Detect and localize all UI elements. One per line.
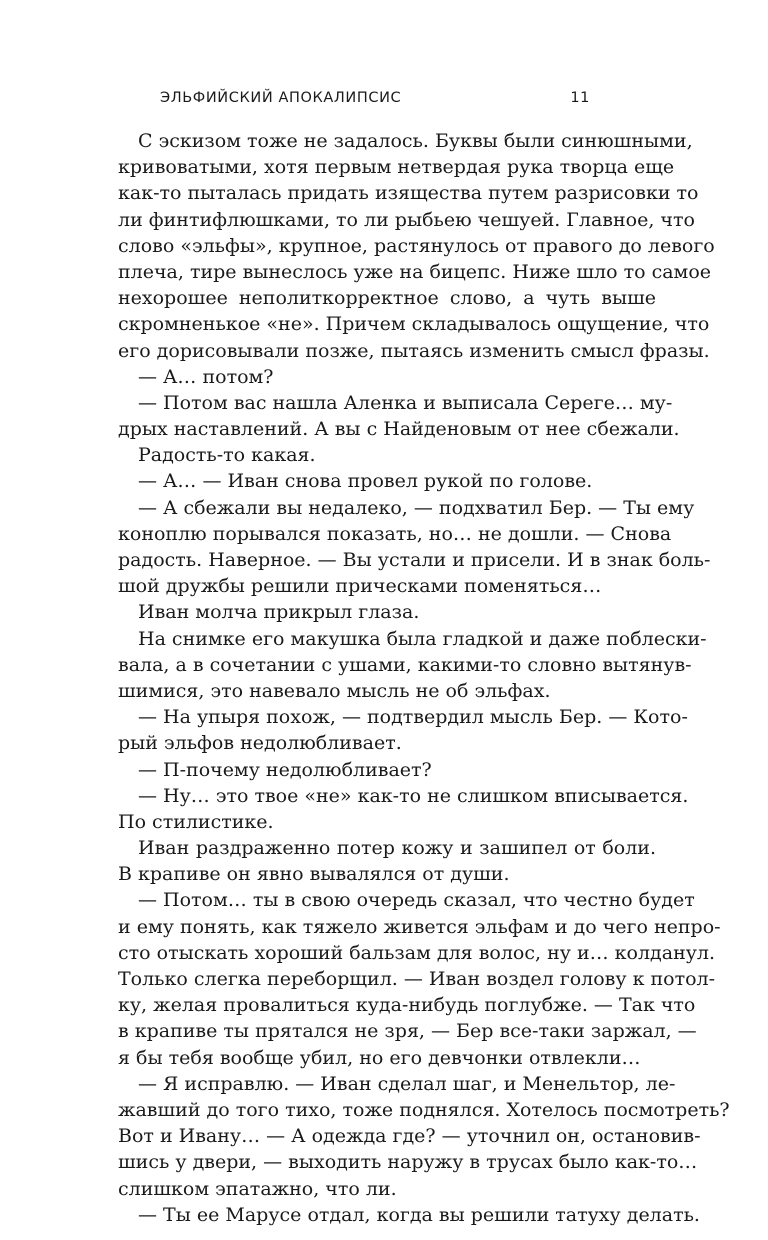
text-line: вала, а в сочетании с ушами, какими-то словно вытянув- xyxy=(118,653,692,676)
page-number: 11 xyxy=(570,90,590,106)
text-line: Только слегка переборщил. — Иван воздел голову к потол- xyxy=(118,968,716,990)
text-line: ку, желая провалиться куда-нибудь поглубже. — Так что xyxy=(118,994,696,1017)
text-line: По стилистике. xyxy=(118,810,274,833)
text-line: слишком эпатажно, что ли. xyxy=(118,1177,397,1200)
running-title: ЭЛЬФИЙСКИЙ АПОКАЛИПСИС xyxy=(160,90,402,106)
text-line: С эскизом тоже не задалось. Буквы были синюшными, xyxy=(138,130,693,152)
text-line: — А… потом? xyxy=(138,365,274,388)
text-line: сто отыскать хороший бальзам для волос, ну и… колданул. xyxy=(118,941,716,964)
text-line: я бы тебя вообще убил, но его девчонки отвлекли… xyxy=(118,1046,641,1069)
text-line: — А… — Иван снова провел рукой по голове. xyxy=(138,470,593,493)
text-line: — Ну… это твое «не» как-то не слишком вписывается. xyxy=(138,784,689,807)
text-line: Иван раздраженно потер кожу и зашипел от боли. xyxy=(138,837,656,860)
text-line: дрых наставлений. А вы с Найденовым от нее сбежали. xyxy=(118,418,680,441)
text-line: плеча, тире вынеслось уже на бицепс. Ниже шло то самое xyxy=(118,260,712,283)
text-line: и ему понять, как тяжело живется эльфам и до чего непро- xyxy=(118,915,721,938)
text-line: ли финтифлюшками, то ли рыбьею чешуей. Главное, что xyxy=(118,208,695,231)
text-line: шимися, это навевало мысль не об эльфах. xyxy=(118,679,551,702)
text-line: В крапиве он явно вывалялся от души. xyxy=(118,863,510,886)
running-header xyxy=(160,90,590,114)
text-line: его дорисовывали позже, пытаясь изменить смысл фразы. xyxy=(118,339,710,362)
text-line: — А сбежали вы недалеко, — подхватил Бер. — Ты ему xyxy=(138,496,695,519)
text-line: скромненькое «не». Причем складывалось ощущение, что xyxy=(118,313,710,336)
text-line: радость. Наверное. — Вы устали и присели. И в знак боль- xyxy=(118,549,711,571)
text-line: Радость-то какая. xyxy=(138,444,316,467)
text-line: кривоватыми, хотя первым нетвердая рука творца еще xyxy=(118,156,675,179)
text-line: шись у двери, — выходить наружу в трусах было как-то… xyxy=(118,1151,698,1174)
text-line: — Я исправлю. — Иван сделал шаг, и Менельтор, ле- xyxy=(138,1072,676,1095)
text-line: — Ты ее Марусе отдал, когда вы решили татуху делать. xyxy=(138,1203,700,1226)
text-line: как-то пыталась придать изящества путем разрисовки то xyxy=(118,182,699,205)
text-line: в крапиве ты прятался не зря, — Бер все-таки заржал, — xyxy=(118,1020,697,1043)
text-line: слово «эльфы», крупное, растянулось от правого до левого xyxy=(118,234,715,257)
text-line: — Потом вас нашла Аленка и выписала Сереге… му- xyxy=(138,391,673,414)
text-line: На снимке его макушка была гладкой и даже поблески- xyxy=(138,627,707,650)
text-line: — Потом… ты в свою очередь сказал, что честно будет xyxy=(138,889,695,912)
text-line: рый эльфов недолюбливает. xyxy=(118,732,402,755)
text-line: — На упыря похож, — подтвердил мысль Бер. — Кото- xyxy=(138,706,688,729)
text-line: коноплю порывался показать, но… не дошли. — Снова xyxy=(118,522,672,545)
body-text xyxy=(118,128,730,1228)
text-line: — П-почему недолюбливает? xyxy=(138,758,432,781)
text-line: жавший до того тихо, тоже поднялся. Хотелось посмотреть? xyxy=(118,1098,730,1121)
text-line: шой дружбы решили прическами поменяться… xyxy=(118,575,602,598)
text-line: нехорошее неполиткорректное слово, а чуть выше xyxy=(118,287,656,310)
text-line: Вот и Ивану… — А одежда где? — уточнил он, остановив- xyxy=(118,1125,701,1148)
text-line: Иван молча прикрыл глаза. xyxy=(138,601,420,624)
